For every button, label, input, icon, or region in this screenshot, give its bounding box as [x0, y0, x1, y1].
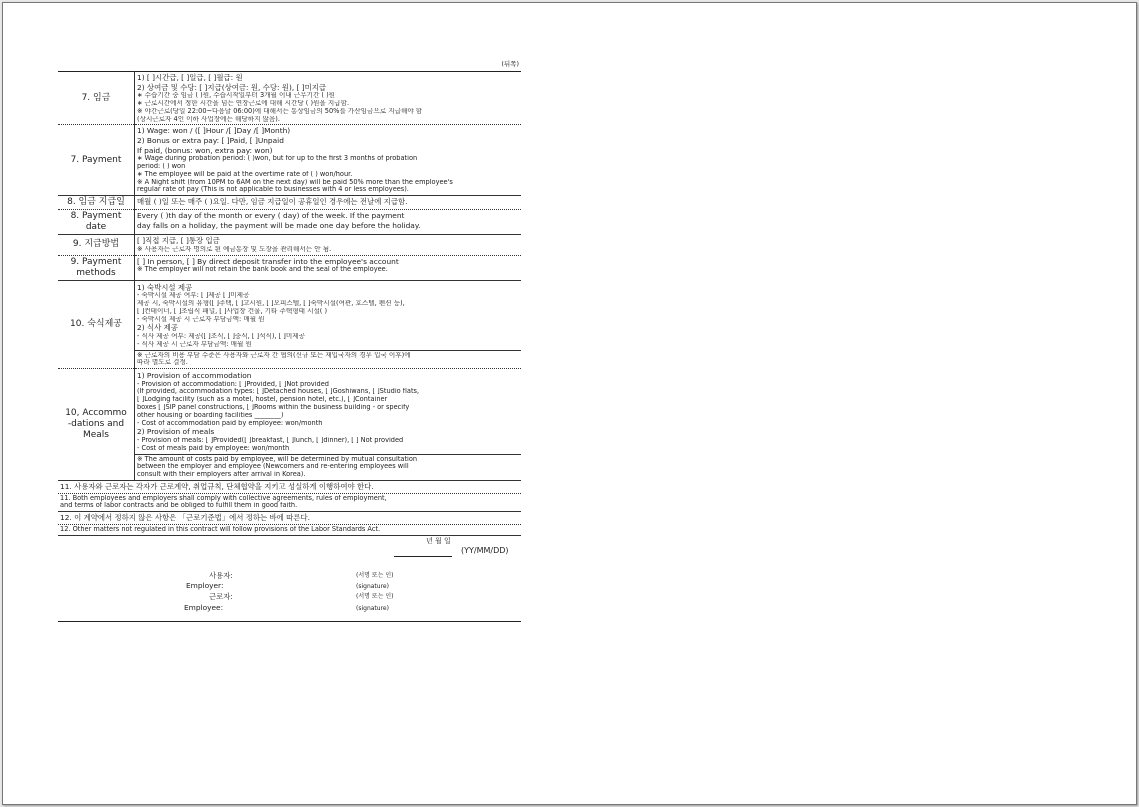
accommodation-ko-label: 10. 숙식제공 [58, 280, 135, 369]
payday-ko-label: 8. 임금 지급일 [58, 196, 135, 210]
accommodation-en-note [135, 454, 521, 480]
text-line: boxes [ ]SIP panel constructions, [ ]Rooms within the business building - or specify [137, 404, 410, 412]
text-line: - Provision of meals: [ ]Provided([ ]breakfast, [ ]lunch, [ ]dinner), [ ] Not provided [137, 437, 404, 445]
text-line: (상시근로자 4인 이하 사업장에는 해당하지 않음). [137, 115, 280, 123]
text-line: Every ( )th day of the month or every ( day) of the week. If the payment [137, 211, 405, 221]
wage-en-content [135, 125, 522, 196]
text-line: 따라 별도로 결정. [137, 359, 188, 367]
text-line: [ ]Lodging facility (such as a motel, hostel, pension hotel, etc.), [ ]Container [137, 396, 388, 404]
text-line: ∗ Wage during probation period: ( )won, but for up to the first 3 months of probation [137, 155, 418, 163]
accommodation-en-label-text: 10, Accommo -dations and Meals [65, 408, 127, 441]
text-line: 1) 숙박시설 제공 [137, 282, 193, 292]
accommodation-en-label [58, 369, 135, 480]
text-line: 제공 시, 숙박시설의 유형([ ]주택, [ ]고시원, [ ]오피스텔, [ ]숙박시설(여관, 호스텔, 펜션 등), [137, 299, 405, 307]
employer-label-en: Employer: [186, 580, 224, 590]
text-line: (If provided, accommodation types: [ ]Detached houses, [ ]Goshiwans, [ ]Studio flats, [137, 388, 420, 396]
text-line: between the employer and employee (Newcomers and re-entering employees will [137, 463, 409, 471]
accommodation-ko-content [135, 280, 522, 369]
clause-11-en [58, 493, 521, 512]
payday-en-row [58, 210, 521, 235]
text-line: [ ]직접 지급, [ ]통장 입금 [137, 236, 220, 246]
text-line: - Provision of accommodation: [ ]Provided, [ ]Not provided [137, 380, 329, 388]
page-side-note: (뒤쪽) [501, 60, 519, 68]
date-field[interactable] [394, 546, 452, 557]
wage-ko-content [135, 72, 522, 125]
payday-en-content [135, 210, 522, 235]
employment-contract-back [58, 57, 521, 622]
clause-text: 12. 이 계약에서 정하지 않은 사항은 「근로기준법」에서 정하는 바에 따른다. [60, 513, 310, 523]
employer-sign-ko: (서명 또는 인) [356, 571, 394, 579]
wage-en-label: 7. Payment [58, 125, 135, 196]
text-line: day falls on a holiday, the payment will be made one day before the holiday. [137, 220, 421, 230]
text-line: ∗ 근로시간에서 정한 시간을 넘는 연장근로에 대해 시간당 ( )원을 지급함. [137, 99, 350, 107]
clause-12-en [58, 524, 521, 534]
text-line: other housing or boarding facilities ________) [137, 411, 284, 419]
text-line: - 식사 제공 시 근로자 부담금액: 매월 원 [137, 340, 252, 348]
general-clauses [58, 480, 521, 535]
text-line: ※ A Night shift (from 10PM to 6AM on the next day) will be paid 50% more than the employee's [137, 178, 453, 186]
text-line: ∗ 수습기간 중 임금 ( )원, 수습시작일부터 3개월 이내 근무기간 ( )원 [137, 92, 336, 100]
text-line: 매월 ( )일 또는 매주 ( )요일. 다만, 임금 지급일이 공휴일인 경우에는 전날에 지급함. [137, 197, 408, 207]
signature-block [58, 535, 521, 622]
clause-12-ko [58, 512, 521, 525]
accommodation-en-content [135, 369, 522, 480]
method-en-row [58, 255, 521, 280]
clause-text: and terms of labor contracts and be obliged to fulfill them in good faith. [60, 502, 298, 510]
text-line: [ ]컨테이너, [ ]조립식 패널, [ ]사업장 건물, 기타 주택형태 시설( ) [137, 307, 328, 315]
text-line: ※ 근로자의 비용 부담 수준은 사용자와 근로자 간 협의(신규 또는 재입국자의 경우 입국 이후)에 [137, 351, 411, 359]
accommodation-ko-note [135, 350, 521, 369]
date-format-label: (YY/MM/DD) [461, 545, 509, 555]
text-line: If paid, (bonus: won, extra pay: won) [137, 145, 273, 155]
date-label-ko: 년 월 일 [426, 536, 451, 545]
clause-text: 11. 사용자와 근로자는 각자가 근로계약, 취업규칙, 단체협약을 지키고 성실하게 이행하여야 한다. [60, 482, 374, 492]
clause-text: 12. Other matters not regulated in this contract will follow provisions of the Labor Standards Act. [60, 525, 381, 533]
text-line: 1) [ ]시간급, [ ]일급, [ ]월급: 원 [137, 73, 243, 82]
employee-label-en: Employee: [184, 602, 224, 612]
method-ko-label: 9. 지급방법 [58, 235, 135, 255]
text-line: 2) 식사 제공 [137, 323, 178, 333]
employee-sign-en: (signature) [356, 604, 389, 612]
text-line: period: ( ) won [137, 162, 186, 170]
method-ko-row [58, 235, 521, 255]
text-line: - 숙박시설 제공 시 근로자 부담금액: 매월 원 [137, 315, 265, 323]
clause-11-ko [58, 481, 521, 494]
text-line: ∗ The employee will be paid at the overtime rate of ( ) won/hour. [137, 170, 353, 178]
method-en-content [135, 255, 522, 280]
wage-ko-label: 7. 임금 [58, 72, 135, 125]
employer-label-ko: 사용자: [209, 570, 233, 580]
text-line: [ ] In person, [ ] By direct deposit transfer into the employee's account [137, 256, 399, 266]
text-line: consult with their employers after arrival in Korea). [137, 471, 306, 479]
text-line: - 식사 제공 여부: 제공([ ]조식, [ ]중식, [ ]석식), [ ]미제공 [137, 332, 305, 340]
contract-table [58, 71, 521, 480]
payday-ko-row [58, 196, 521, 210]
text-line: - Cost of accommodation paid by employee: won/month [137, 419, 323, 427]
wage-ko-row [58, 72, 521, 125]
text-line: 2) Bonus or extra pay: [ ]Paid, [ ]Unpaid [137, 135, 284, 145]
payday-en-label: 8. Payment date [58, 210, 135, 235]
text-line: - Cost of meals paid by employee: won/month [137, 444, 290, 452]
text-line: 1) Wage: won / ([ ]Hour /[ ]Day /[ ]Month) [137, 126, 291, 136]
text-line: 2) Provision of meals [137, 427, 215, 437]
text-line: ※ 사용자는 근로자 명의로 된 예금통장 및 도장을 관리해서는 안 됨. [137, 245, 332, 253]
payday-ko-content [135, 196, 522, 210]
text-line: ※ The amount of costs paid by employee, will be determined by mutual consultation [137, 455, 418, 463]
text-line: - 숙박시설 제공 여부: [ ]제공 [ ]미제공 [137, 292, 250, 300]
clause-text: 11. Both employees and employers shall comply with collective agreements, rules of employment, [60, 494, 387, 502]
text-line: ※ The employer will not retain the bank book and the seal of the employee. [137, 266, 388, 274]
text-line: regular rate of pay (This is not applicable to businesses with 4 or less employees). [137, 186, 409, 194]
employee-sign-ko: (서명 또는 인) [356, 592, 394, 600]
method-en-label: 9. Payment methods [58, 255, 135, 280]
wage-en-row [58, 125, 521, 196]
document-page [2, 2, 1137, 805]
accommodation-ko-row [58, 280, 521, 369]
text-line: 1) Provision of accommodation [137, 371, 252, 381]
employee-label-ko: 근로자: [209, 591, 233, 601]
accommodation-en-row [58, 369, 521, 480]
employer-sign-en: (signature) [356, 582, 389, 590]
text-line: 2) 상여금 및 수당: [ ]지급(상여금: 원, 수당: 원), [ ]미지급 [137, 82, 327, 92]
text-line: ※ 야간근로(당일 22:00~다음날 06:00)에 대해서는 통상임금의 50%를 가산임금으로 지급해야 함 [137, 107, 423, 115]
method-ko-content [135, 235, 522, 255]
